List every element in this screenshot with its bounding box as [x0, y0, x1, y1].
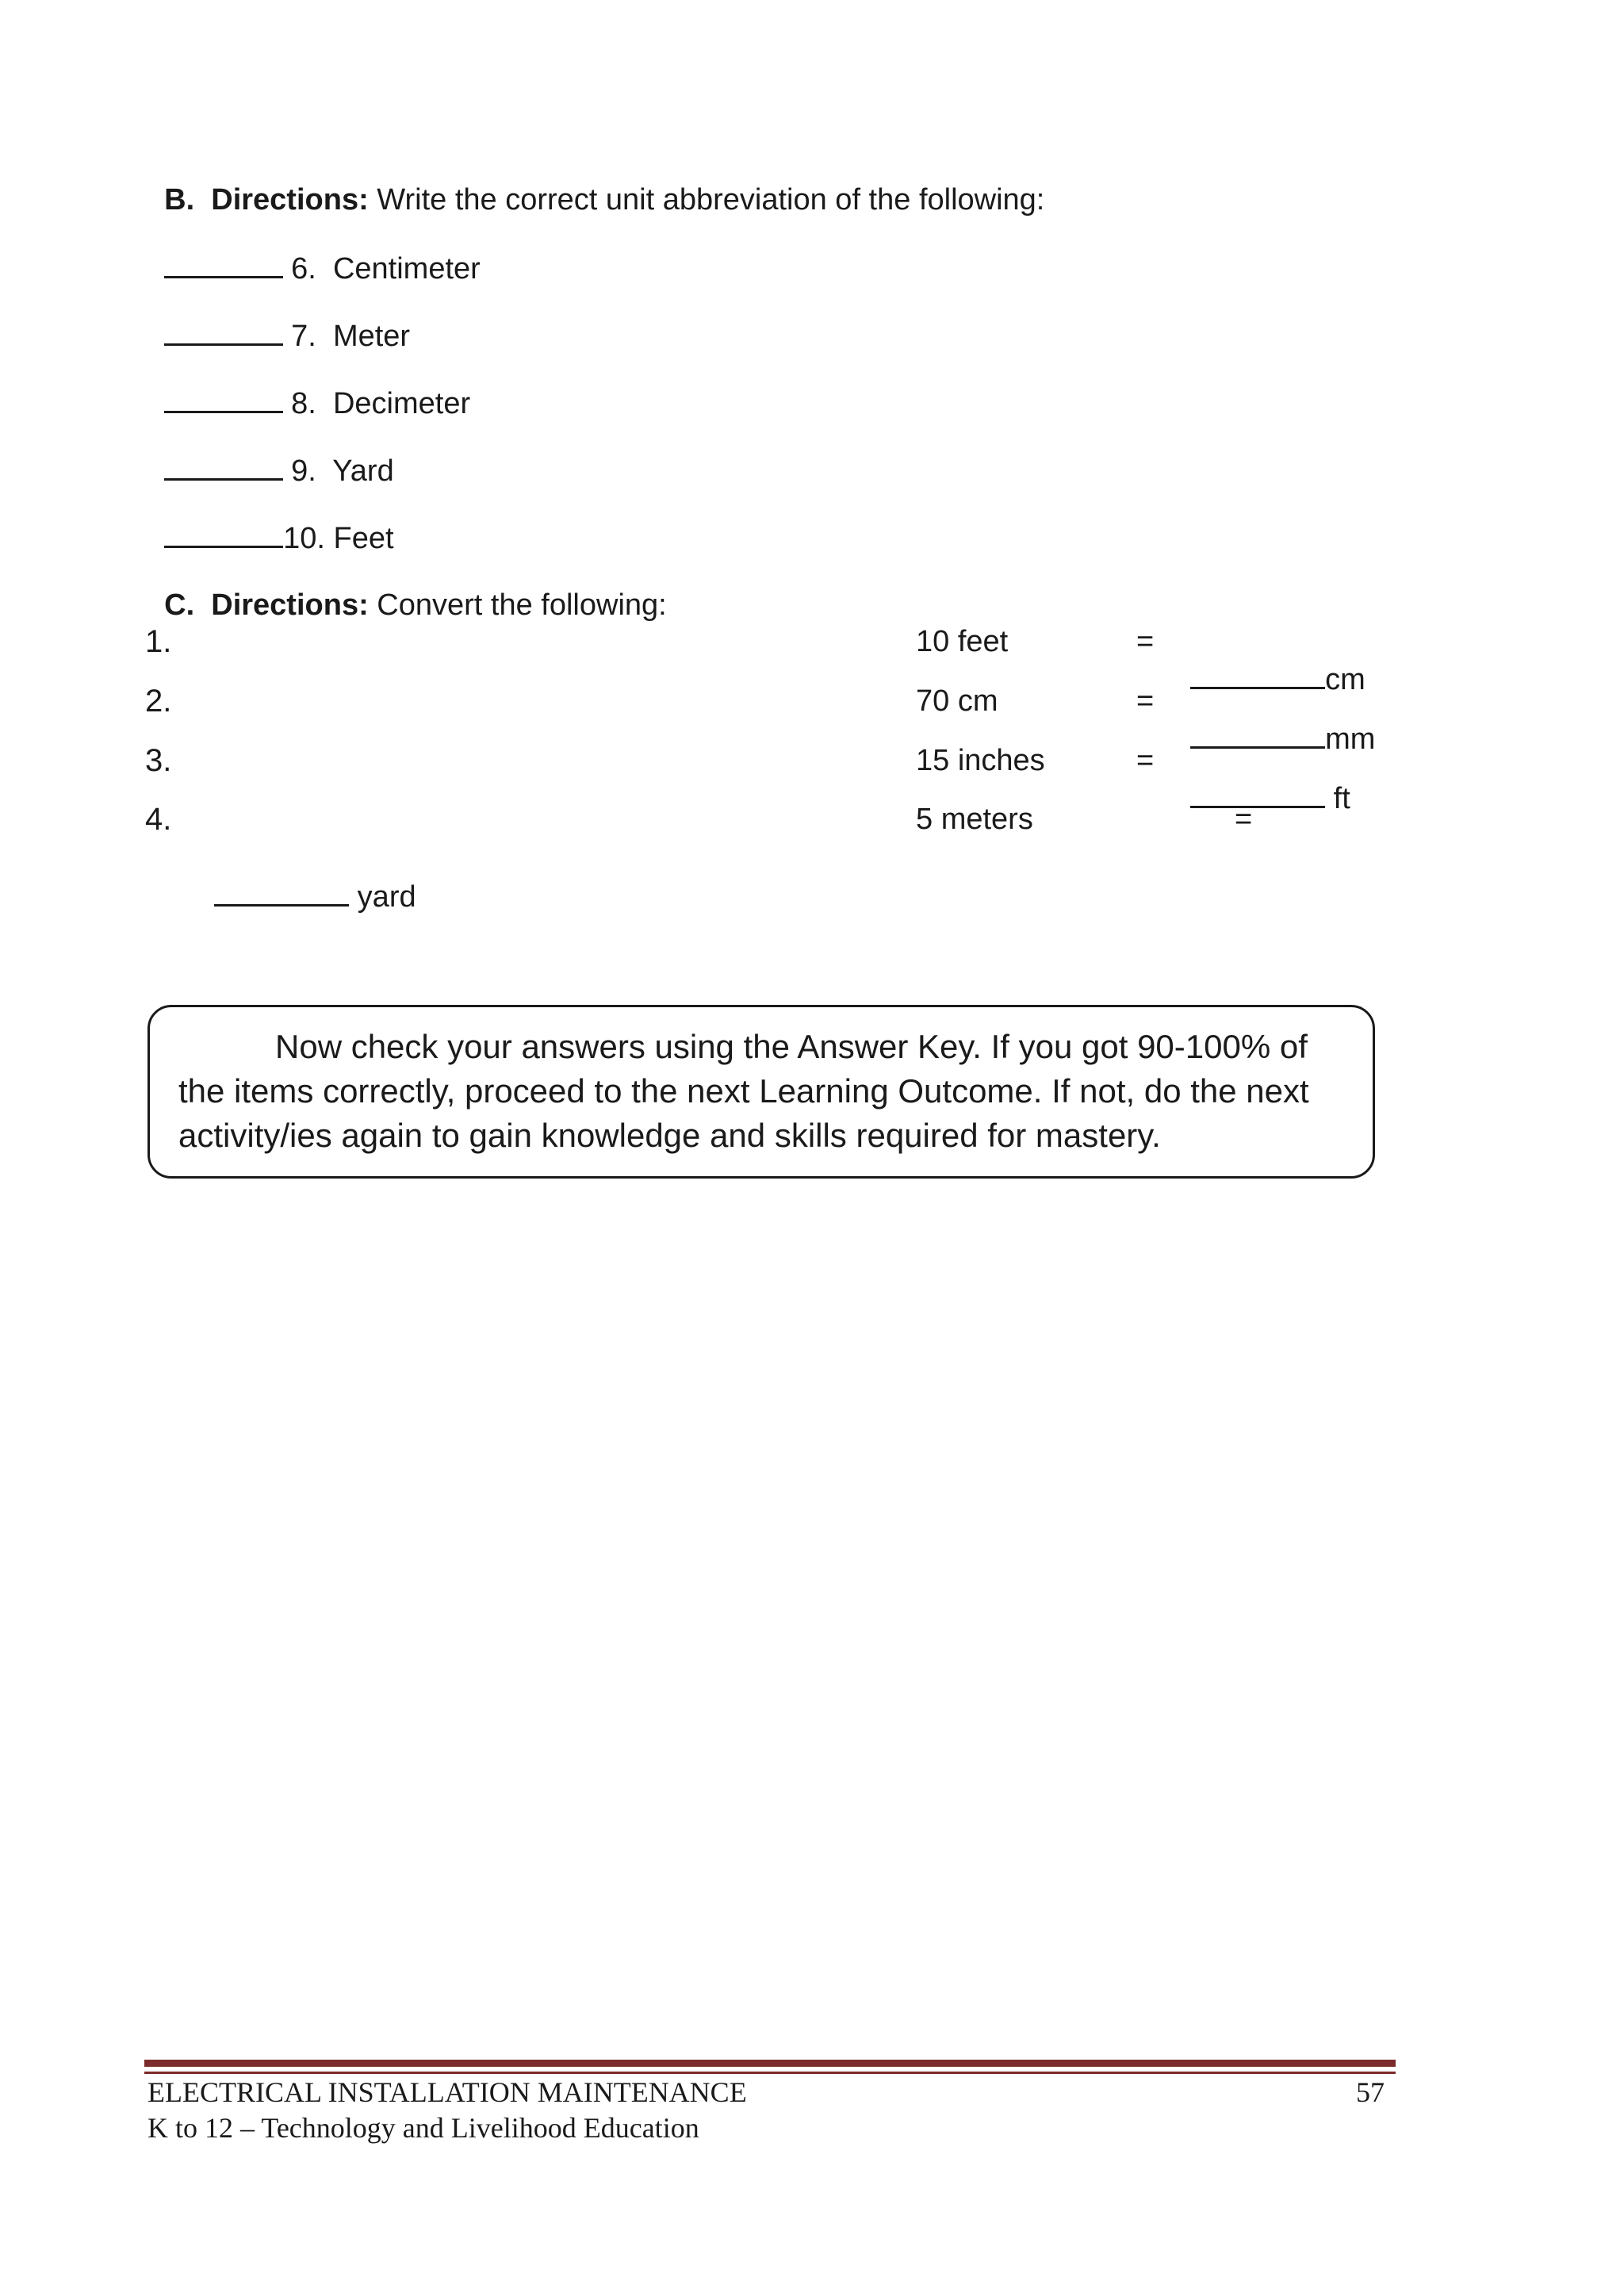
footer-rule-thin — [144, 2072, 1396, 2074]
conversion-quantity: 70 cm — [916, 684, 998, 718]
equals-sign: = — [1136, 744, 1155, 777]
conversion-quantity: 5 meters — [916, 803, 1033, 836]
section-b-directions-label: Directions: — [211, 183, 369, 217]
conversion-unit: cm — [1325, 663, 1365, 696]
section-b-directions-text: Write the correct unit abbreviation of the following: — [368, 183, 1045, 217]
section-b-item — [147, 213, 481, 287]
equals-sign: = — [1136, 625, 1155, 658]
page-number: 57 — [1356, 2076, 1385, 2108]
answer-blank[interactable] — [164, 316, 283, 346]
equals-sign: = — [1136, 684, 1155, 718]
footer-rule — [144, 2060, 1396, 2067]
item-label: Centimeter — [332, 252, 481, 286]
section-b-item — [147, 347, 470, 422]
answer-blank[interactable] — [164, 384, 283, 413]
section-c-directions-text: Convert the following: — [368, 588, 667, 622]
section-c-letter: C. — [164, 588, 195, 622]
section-c-directions-label: Directions: — [211, 588, 369, 622]
equals-sign: = — [1235, 803, 1253, 836]
conversion-unit: ft — [1325, 782, 1350, 815]
conversion-quantity: 10 feet — [916, 625, 1009, 658]
note-text: Now check your answers using the Answer Key. If you got 90-100% of the items correctly, proceed to the next Learning Outcome. If not, do the next activity/ies again to gain knowledge and skills required for mastery. — [178, 1028, 1309, 1154]
item-label: Yard — [332, 454, 394, 488]
section-b-item — [147, 482, 394, 557]
answer-blank[interactable] — [1190, 779, 1325, 808]
conversion-answer — [197, 841, 416, 915]
item-label: Feet — [333, 522, 394, 555]
answer-key-note — [147, 1005, 1375, 1179]
conversion-number: 2. — [145, 684, 172, 719]
conversion-number: 3. — [145, 743, 172, 778]
conversion-unit: mm — [1325, 723, 1376, 756]
item-number: 9. — [291, 454, 316, 488]
item-number: 6. — [291, 252, 316, 286]
item-number: 7. — [291, 320, 316, 353]
footer-program: K to 12 – Technology and Livelihood Education — [147, 2112, 699, 2144]
section-b-letter: B. — [164, 183, 195, 217]
item-label: Decimeter — [332, 387, 471, 420]
conversion-number: 1. — [145, 624, 172, 659]
answer-blank[interactable] — [164, 451, 283, 481]
answer-blank[interactable] — [164, 519, 283, 548]
answer-blank[interactable] — [214, 877, 349, 907]
item-number: 8. — [291, 387, 316, 420]
item-label: Meter — [332, 320, 411, 353]
item-number: 10. — [283, 522, 325, 555]
conversion-number: 4. — [145, 802, 172, 837]
conversion-quantity: 15 inches — [916, 744, 1045, 777]
conversion-answer — [1174, 742, 1350, 817]
answer-blank[interactable] — [164, 249, 283, 278]
section-c-heading — [147, 550, 667, 623]
section-b-item — [147, 415, 394, 489]
section-b-item — [147, 280, 410, 355]
conversion-unit: yard — [349, 880, 416, 914]
section-b-heading — [147, 145, 1044, 218]
footer-course-title: ELECTRICAL INSTALLATION MAINTENANCE — [147, 2076, 747, 2108]
